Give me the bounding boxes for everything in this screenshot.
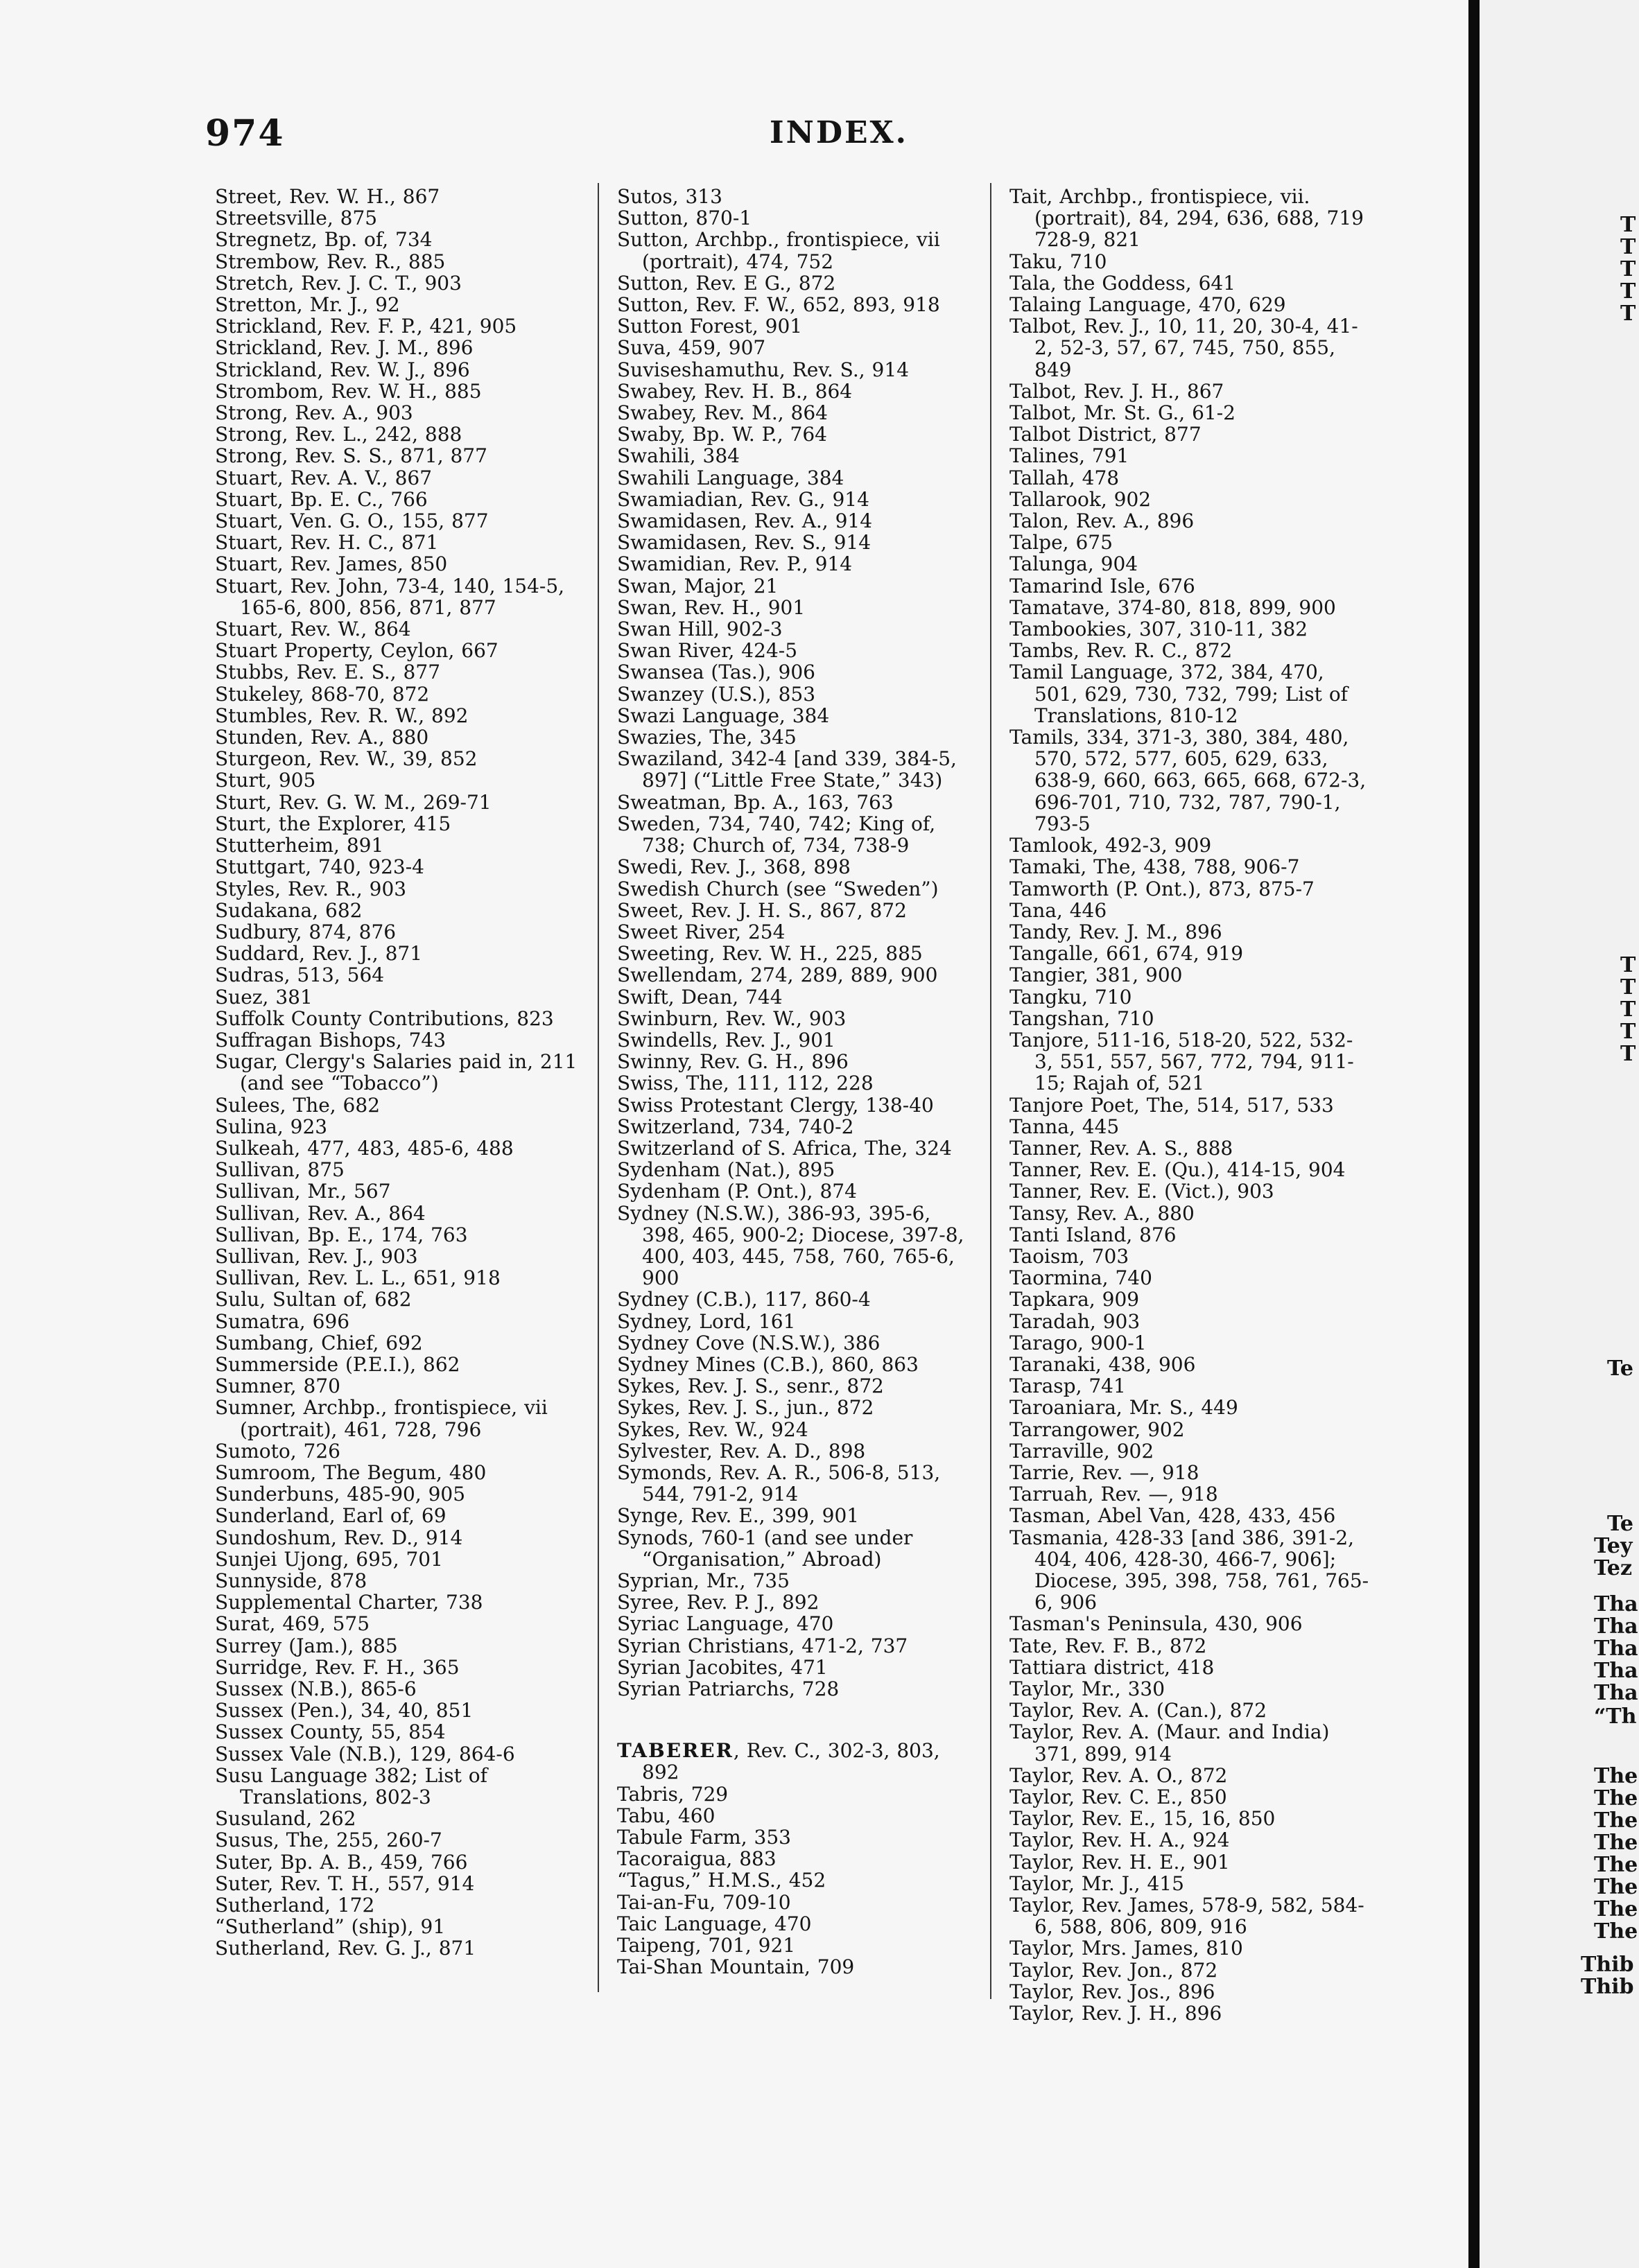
index-entry: Sullivan, Mr., 567	[215, 1180, 391, 1203]
facing-page-fragment: T	[1620, 302, 1636, 326]
index-entry: Tamils, 334, 371-3, 380, 384, 480, 570, 572, 577, 605, 629, 633, 638-9, 660, 663, 665, 668, 672-3, 696-701, 710, 732, 787, 790-1, 793-5	[1009, 726, 1373, 835]
index-entry: Stunden, Rev. A., 880	[215, 726, 429, 749]
index-entry: Sykes, Rev. J. S., senr., 872	[617, 1375, 884, 1398]
index-entry: Suffragan Bishops, 743	[215, 1028, 446, 1052]
index-entry: Tarrangower, 902	[1009, 1418, 1185, 1441]
index-entry: Taroaniara, Mr. S., 449	[1009, 1396, 1238, 1420]
index-entry: Sweatman, Bp. A., 163, 763	[617, 790, 894, 814]
index-entry: Tallah, 478	[1009, 466, 1120, 489]
index-entry: Suter, Rev. T. H., 557, 914	[215, 1872, 475, 1895]
index-entry: Swan, Major, 21	[617, 574, 779, 597]
index-entry: Stukeley, 868-70, 872	[215, 682, 430, 706]
index-entry: Tanner, Rev. E. (Qu.), 414-15, 904	[1009, 1158, 1346, 1182]
facing-page-fragment: Te	[1607, 1357, 1633, 1381]
index-entry: Tarrie, Rev. —, 918	[1009, 1460, 1199, 1484]
index-entry: Symonds, Rev. A. R., 506-8, 513, 544, 791-2, 914	[617, 1460, 948, 1506]
index-entry: Sutherland, Rev. G. J., 871	[215, 1937, 476, 1960]
facing-page-fragment: Tha	[1594, 1614, 1638, 1639]
index-entry: Swellendam, 274, 289, 889, 900	[617, 963, 938, 987]
index-entry: Tasman's Peninsula, 430, 906	[1009, 1612, 1303, 1636]
index-entry: Sykes, Rev. J. S., jun., 872	[617, 1396, 874, 1420]
index-entry: Tarraville, 902	[1009, 1439, 1154, 1463]
index-entry: Tamatave, 374-80, 818, 899, 900	[1009, 595, 1336, 619]
index-entry: Sturgeon, Rev. W., 39, 852	[215, 747, 478, 771]
index-entry: “Sutherland” (ship), 91	[215, 1915, 446, 1939]
index-entry: Sulina, 923	[215, 1115, 328, 1138]
index-entry: Sudakana, 682	[215, 898, 363, 922]
index-entry: Talaing Language, 470, 629	[1009, 293, 1286, 317]
index-entry: Strong, Rev. L., 242, 888	[215, 423, 462, 446]
index-entry: Tangshan, 710	[1009, 1006, 1154, 1030]
index-entry: Sumbang, Chief, 692	[215, 1331, 423, 1354]
facing-page-fragment: T	[1620, 279, 1636, 304]
facing-page-fragment: The	[1594, 1897, 1638, 1921]
column-divider	[990, 183, 991, 1999]
index-entry: Swan, Rev. H., 901	[617, 595, 806, 619]
index-entry: Taylor, Rev. James, 578-9, 582, 584-6, 588, 806, 809, 916	[1009, 1894, 1364, 1939]
index-entry: Susuland, 262	[215, 1807, 356, 1831]
facing-page-fragment: T	[1620, 235, 1636, 259]
index-entry: Tarruah, Rev. —, 918	[1009, 1483, 1218, 1506]
facing-page-fragment: T	[1620, 975, 1636, 1000]
index-entry: Strong, Rev. S. S., 871, 877	[215, 444, 487, 468]
index-entry: Tanner, Rev. E. (Vict.), 903	[1009, 1180, 1274, 1203]
index-entry: Sturt, the Explorer, 415	[215, 812, 451, 835]
index-entry: Stretton, Mr. J., 92	[215, 293, 400, 317]
index-entry: Swedi, Rev. J., 368, 898	[617, 855, 851, 879]
facing-page-fragment: T	[1620, 1020, 1636, 1044]
index-entry: Sumner, Archbp., frontispiece, vii (portrait), 461, 728, 796	[215, 1396, 555, 1441]
index-entry: Taylor, Rev. H. A., 924	[1009, 1829, 1230, 1852]
index-entry: Swamiadian, Rev. G., 914	[617, 487, 869, 511]
index-entry: Sturt, Rev. G. W. M., 269-71	[215, 790, 492, 814]
index-entry: Swanzey (U.S.), 853	[617, 682, 816, 706]
index-entry: Sudbury, 874, 876	[215, 920, 397, 943]
facing-page-fragment: T	[1620, 213, 1636, 237]
index-entry: Tanner, Rev. A. S., 888	[1009, 1136, 1233, 1160]
index-entry: Sumatra, 696	[215, 1309, 350, 1333]
index-entry: Tarasp, 741	[1009, 1375, 1126, 1398]
index-entry: Stuart, Ven. G. O., 155, 877	[215, 509, 489, 533]
facing-page-fragment: The	[1594, 1786, 1638, 1811]
index-entry: Tamarind Isle, 676	[1009, 574, 1195, 597]
index-entry: Suva, 459, 907	[617, 336, 766, 360]
index-entry: Tabule Farm, 353	[617, 1826, 791, 1849]
index-entry: Strickland, Rev. W. J., 896	[215, 358, 470, 381]
index-entry: Taylor, Rev. J. H., 896	[1009, 2002, 1222, 2025]
index-entry: Swazies, The, 345	[617, 726, 797, 749]
index-entry: Sydney Cove (N.S.W.), 386	[617, 1331, 881, 1354]
index-entry: Strembow, Rev. R., 885	[215, 250, 446, 273]
facing-page-fragment: T	[1620, 1042, 1636, 1066]
index-entry: Swabey, Rev. H. B., 864	[617, 379, 853, 403]
facing-page-fragment: Tha	[1594, 1659, 1638, 1683]
index-entry: Suffolk County Contributions, 823	[215, 1006, 554, 1030]
index-entry: Tapkara, 909	[1009, 1288, 1140, 1311]
index-entry: Stretch, Rev. J. C. T., 903	[215, 271, 462, 295]
index-entry: Tanjore, 511-16, 518-20, 522, 532-3, 551, 557, 567, 772, 794, 911-15; Rajah of, 521	[1009, 1028, 1354, 1095]
index-entry: Supplemental Charter, 738	[215, 1591, 483, 1614]
index-entry: Swamidian, Rev. P., 914	[617, 552, 853, 576]
index-entry: Tandy, Rev. J. M., 896	[1009, 920, 1222, 943]
index-entry: Tait, Archbp., frontispiece, vii. (portrait), 84, 294, 636, 688, 719 728-9, 821	[1009, 185, 1371, 252]
index-entry: Swindells, Rev. J., 901	[617, 1028, 835, 1052]
index-entry: Switzerland of S. Africa, The, 324	[617, 1136, 952, 1160]
index-entry: Taylor, Rev. E., 15, 16, 850	[1009, 1807, 1276, 1831]
index-entry: Stuart, Rev. John, 73-4, 140, 154-5, 165-6, 800, 856, 871, 877	[215, 574, 571, 619]
index-entry: Tala, the Goddess, 641	[1009, 271, 1236, 295]
index-entry: Syrian Christians, 471-2, 737	[617, 1634, 908, 1657]
index-entry: Syree, Rev. P. J., 892	[617, 1591, 820, 1614]
index-entry: Sumroom, The Begum, 480	[215, 1460, 487, 1484]
index-entry: “Tagus,” H.M.S., 452	[617, 1869, 826, 1892]
index-entry: Tana, 446	[1009, 898, 1107, 922]
facing-page-fragment: Tey	[1594, 1534, 1633, 1558]
index-entry: Suter, Bp. A. B., 459, 766	[215, 1850, 468, 1874]
index-entry: Synge, Rev. E., 399, 901	[617, 1504, 860, 1528]
index-entry: Tabris, 729	[617, 1782, 729, 1806]
index-entry: Taradah, 903	[1009, 1309, 1141, 1333]
index-entry: Synods, 760-1 (and see under “Organisation,” Abroad)	[617, 1526, 920, 1571]
index-entry: Taylor, Rev. A. (Maur. and India) 371, 899, 914	[1009, 1720, 1337, 1765]
index-entry: Sydney (C.B.), 117, 860-4	[617, 1288, 871, 1311]
page-title: INDEX.	[770, 115, 908, 150]
index-entry: Sweden, 734, 740, 742; King of, 738; Church of, 734, 738-9	[617, 812, 943, 857]
index-entry: Sutton, Rev. F. W., 652, 893, 918	[617, 293, 940, 317]
index-entry: Sydney Mines (C.B.), 860, 863	[617, 1352, 919, 1376]
index-entry: Taylor, Rev. C. E., 850	[1009, 1786, 1227, 1809]
index-entry: Swaby, Bp. W. P., 764	[617, 423, 827, 446]
index-entry: Sydenham (Nat.), 895	[617, 1158, 835, 1182]
index-entry: TABERER, Rev. C., 302-3, 803, 892	[617, 1739, 947, 1784]
index-entry: Talpe, 675	[1009, 531, 1113, 555]
index-entry: Sweeting, Rev. W. H., 225, 885	[617, 942, 923, 966]
index-entry: Swan River, 424-5	[617, 639, 798, 663]
index-entry: Tallarook, 902	[1009, 487, 1152, 511]
index-column-3	[1009, 185, 1373, 2025]
index-entry: Sturt, 905	[215, 769, 316, 792]
index-entry: Stuart, Rev. W., 864	[215, 618, 411, 641]
index-entry: Tambookies, 307, 310-11, 382	[1009, 618, 1308, 641]
index-entry: Sunderland, Earl of, 69	[215, 1504, 446, 1528]
index-entry: Swahili Language, 384	[617, 466, 844, 489]
facing-page-fragment: The	[1594, 1764, 1638, 1788]
index-entry: Swan Hill, 902-3	[617, 618, 783, 641]
index-entry: Stuart, Rev. James, 850	[215, 552, 448, 576]
index-entry: Tasmania, 428-33 [and 386, 391-2, 404, 406, 428-30, 466-7, 906]; Diocese, 395, 398, 758, 761, 765-6, 906	[1009, 1526, 1369, 1614]
index-entry: Sundoshum, Rev. D., 914	[215, 1526, 463, 1549]
index-entry: Strickland, Rev. J. M., 896	[215, 336, 474, 360]
index-entry: Sutton Forest, 901	[617, 315, 803, 338]
index-entry: Susu Language 382; List of Translations, 802-3	[215, 1763, 494, 1809]
index-column-1	[215, 186, 589, 1960]
index-entry: Tasman, Abel Van, 428, 433, 456	[1009, 1504, 1336, 1528]
index-entry: Swamidasen, Rev. A., 914	[617, 509, 873, 533]
index-entry: Suviseshamuthu, Rev. S., 914	[617, 358, 910, 381]
facing-page-fragment: T	[1620, 257, 1636, 281]
facing-page-fragment: T	[1620, 953, 1636, 977]
index-entry: Sutherland, 172	[215, 1894, 375, 1917]
index-entry: Sulkeah, 477, 483, 485-6, 488	[215, 1136, 514, 1160]
index-entry: Tanna, 445	[1009, 1115, 1120, 1138]
index-entry: Sugar, Clergy's Salaries paid in, 211 (and see “Tobacco”)	[215, 1050, 584, 1095]
index-entry: Styles, Rev. R., 903	[215, 877, 407, 900]
index-entry: Stutterheim, 891	[215, 834, 384, 857]
index-entry: Tamaki, The, 438, 788, 906-7	[1009, 855, 1300, 879]
facing-page-fragment: Tha	[1594, 1681, 1638, 1705]
index-entry: Taylor, Mr., 330	[1009, 1677, 1165, 1701]
index-entry: Taormina, 740	[1009, 1266, 1152, 1290]
index-entry: Stuart, Bp. E. C., 766	[215, 487, 428, 511]
index-entry: Switzerland, 734, 740-2	[617, 1115, 854, 1138]
index-entry: Sunnyside, 878	[215, 1569, 367, 1592]
index-entry: Swiss Protestant Clergy, 138-40	[617, 1093, 934, 1117]
index-entry: Taranaki, 438, 906	[1009, 1352, 1196, 1376]
index-entry: Sydney (N.S.W.), 386-93, 395-6, 398, 465, 900-2; Diocese, 397-8, 400, 403, 445, 758, 760, 765-6, 900	[617, 1201, 971, 1290]
index-entry: Talbot District, 877	[1009, 423, 1202, 446]
index-entry: Summerside (P.E.I.), 862	[215, 1352, 460, 1376]
index-entry: Tattiara district, 418	[1009, 1655, 1215, 1679]
facing-page-fragment: Tha	[1594, 1637, 1638, 1661]
index-entry: Stumbles, Rev. R. W., 892	[215, 704, 469, 727]
index-entry: Talbot, Mr. St. G., 61-2	[1009, 401, 1235, 425]
index-entry: Sulu, Sultan of, 682	[215, 1288, 412, 1311]
index-entry: Taylor, Mrs. James, 810	[1009, 1937, 1243, 1960]
index-entry: Sydney, Lord, 161	[617, 1309, 796, 1333]
index-entry: Tabu, 460	[617, 1804, 716, 1827]
index-entry: Sussex (N.B.), 865-6	[215, 1677, 417, 1701]
index-entry: Sussex (Pen.), 34, 40, 851	[215, 1699, 474, 1722]
index-entry: Taipeng, 701, 921	[617, 1934, 796, 1957]
index-entry: Sudras, 513, 564	[215, 963, 385, 987]
index-entry: Surridge, Rev. F. H., 365	[215, 1655, 460, 1679]
index-entry: Sydenham (P. Ont.), 874	[617, 1180, 857, 1203]
facing-page-fragment: T	[1620, 997, 1636, 1022]
index-entry: Stuart, Rev. H. C., 871	[215, 531, 439, 555]
index-entry: Talunga, 904	[1009, 552, 1138, 576]
index-entry: Sussex Vale (N.B.), 129, 864-6	[215, 1742, 515, 1765]
index-entry: Tansy, Rev. A., 880	[1009, 1201, 1195, 1225]
index-entry: Talbot, Rev. J., 10, 11, 20, 30-4, 41-2, 52-3, 57, 67, 745, 750, 855, 849	[1009, 315, 1358, 381]
index-entry: Swinny, Rev. G. H., 896	[617, 1050, 849, 1074]
index-entry: Sutton, Archbp., frontispiece, vii (portrait), 474, 752	[617, 228, 947, 273]
index-entry: Sykes, Rev. W., 924	[617, 1418, 808, 1441]
index-entry: Taku, 710	[1009, 250, 1107, 273]
index-entry: Tamlook, 492-3, 909	[1009, 834, 1212, 857]
index-entry: Taylor, Rev. Jos., 896	[1009, 1980, 1215, 2003]
facing-page-fragment: The	[1594, 1808, 1638, 1833]
index-entry: Talbot, Rev. J. H., 867	[1009, 379, 1224, 403]
index-entry: Stuart Property, Ceylon, 667	[215, 639, 498, 663]
index-entry: Tanti Island, 876	[1009, 1223, 1177, 1246]
index-entry: Surrey (Jam.), 885	[215, 1634, 398, 1657]
index-entry: Swaziland, 342-4 [and 339, 384-5, 897] (“Little Free State,” 343)	[617, 747, 964, 792]
index-entry: Sullivan, Rev. L. L., 651, 918	[215, 1266, 501, 1290]
page-number: 974	[205, 112, 285, 155]
index-entry: Suez, 381	[215, 985, 313, 1009]
index-entry: Swabey, Rev. M., 864	[617, 401, 828, 425]
index-entry: Swazi Language, 384	[617, 704, 830, 727]
index-entry: Taic Language, 470	[617, 1912, 812, 1935]
index-entry: Taylor, Mr. J., 415	[1009, 1872, 1184, 1895]
index-entry: Swahili, 384	[617, 444, 740, 468]
index-entry: Sullivan, 875	[215, 1158, 345, 1182]
index-entry: Tambs, Rev. R. C., 872	[1009, 639, 1233, 663]
facing-page-fragment: Thib	[1581, 1975, 1634, 1999]
index-entry: Tate, Rev. F. B., 872	[1009, 1634, 1207, 1657]
index-entry: Tarago, 900-1	[1009, 1331, 1147, 1354]
index-entry: Syrian Patriarchs, 728	[617, 1677, 840, 1701]
index-entry: Sutton, 870-1	[617, 207, 752, 230]
facing-page-fragment: The	[1594, 1853, 1638, 1877]
index-entry: Street, Rev. W. H., 867	[215, 185, 440, 208]
index-entry: Sussex County, 55, 854	[215, 1720, 446, 1744]
index-entry: Stubbs, Rev. E. S., 877	[215, 661, 441, 684]
index-entry: Strombom, Rev. W. H., 885	[215, 379, 482, 403]
index-entry: Tanjore Poet, The, 514, 517, 533	[1009, 1093, 1334, 1117]
index-entry: Taylor, Rev. A. (Can.), 872	[1009, 1699, 1267, 1722]
index-column-2	[617, 186, 978, 1978]
index-entry: Taylor, Rev. Jon., 872	[1009, 1958, 1218, 1982]
index-entry: Sweet River, 254	[617, 920, 786, 943]
index-entry: Sunderbuns, 485-90, 905	[215, 1483, 466, 1506]
index-entry: Streetsville, 875	[215, 207, 378, 230]
index-entry: Tai-an-Fu, 709-10	[617, 1890, 791, 1914]
index-entry: Syriac Language, 470	[617, 1612, 834, 1636]
index-entry: Tai-Shan Mountain, 709	[617, 1955, 855, 1979]
index-entry: Tangku, 710	[1009, 985, 1132, 1009]
facing-page-fragment: The	[1594, 1831, 1638, 1855]
index-entry: Swansea (Tas.), 906	[617, 661, 815, 684]
facing-page-fragment: Tez	[1594, 1556, 1633, 1580]
index-entry: Taylor, Rev. H. E., 901	[1009, 1850, 1230, 1874]
index-entry: Strong, Rev. A., 903	[215, 401, 413, 425]
column-divider	[598, 183, 599, 1992]
index-entry: Swamidasen, Rev. S., 914	[617, 531, 871, 555]
book-gutter	[1468, 0, 1480, 2268]
index-entry: Sullivan, Bp. E., 174, 763	[215, 1223, 468, 1246]
index-entry: Stregnetz, Bp. of, 734	[215, 228, 433, 252]
index-entry: Stuttgart, 740, 923-4	[215, 855, 424, 879]
index-entry: Sumner, 870	[215, 1375, 340, 1398]
facing-page-edge	[1480, 0, 1639, 2268]
index-entry: Syprian, Mr., 735	[617, 1569, 790, 1592]
index-entry: Swinburn, Rev. W., 903	[617, 1006, 847, 1030]
index-entry: Taoism, 703	[1009, 1244, 1129, 1268]
facing-page-fragment: Thib	[1581, 1953, 1634, 1977]
index-entry: Taylor, Rev. A. O., 872	[1009, 1763, 1228, 1787]
index-entry: Sutos, 313	[617, 185, 722, 208]
index-entry: Swedish Church (see “Sweden”)	[617, 877, 939, 900]
facing-page-fragment: The	[1594, 1875, 1638, 1899]
index-entry: Surat, 469, 575	[215, 1612, 370, 1636]
index-entry: Strickland, Rev. F. P., 421, 905	[215, 315, 517, 338]
index-entry: Sylvester, Rev. A. D., 898	[617, 1439, 866, 1463]
index-entry: Tacoraigua, 883	[617, 1847, 777, 1871]
facing-page-fragment: The	[1594, 1919, 1638, 1944]
index-entry: Sutton, Rev. E G., 872	[617, 271, 836, 295]
index-entry: Tangier, 381, 900	[1009, 963, 1183, 987]
facing-page-fragment: Tha	[1594, 1592, 1638, 1616]
facing-page-fragment: “Th	[1594, 1704, 1637, 1729]
index-entry: Susus, The, 255, 260-7	[215, 1829, 442, 1852]
index-entry: Suddard, Rev. J., 871	[215, 942, 423, 966]
index-entry: Talon, Rev. A., 896	[1009, 509, 1195, 533]
index-entry: Sumoto, 726	[215, 1439, 340, 1463]
index-entry: Stuart, Rev. A. V., 867	[215, 466, 433, 489]
index-entry: Tamworth (P. Ont.), 873, 875-7	[1009, 877, 1315, 900]
facing-page-fragment: Te	[1607, 1512, 1633, 1536]
index-entry: Swift, Dean, 744	[617, 985, 783, 1009]
index-entry: Tamil Language, 372, 384, 470, 501, 629, 730, 732, 799; List of Translations, 810-12	[1009, 661, 1355, 727]
index-entry: Sweet, Rev. J. H. S., 867, 872	[617, 898, 907, 922]
index-entry: Sullivan, Rev. J., 903	[215, 1244, 418, 1268]
index-entry: Tangalle, 661, 674, 919	[1009, 942, 1244, 966]
index-entry: Syrian Jacobites, 471	[617, 1655, 828, 1679]
index-entry: Talines, 791	[1009, 444, 1129, 468]
index-entry: Sulees, The, 682	[215, 1093, 381, 1117]
index-entry: Swiss, The, 111, 112, 228	[617, 1072, 874, 1095]
index-entry: Sunjei Ujong, 695, 701	[215, 1547, 443, 1571]
index-entry: Sullivan, Rev. A., 864	[215, 1201, 426, 1225]
